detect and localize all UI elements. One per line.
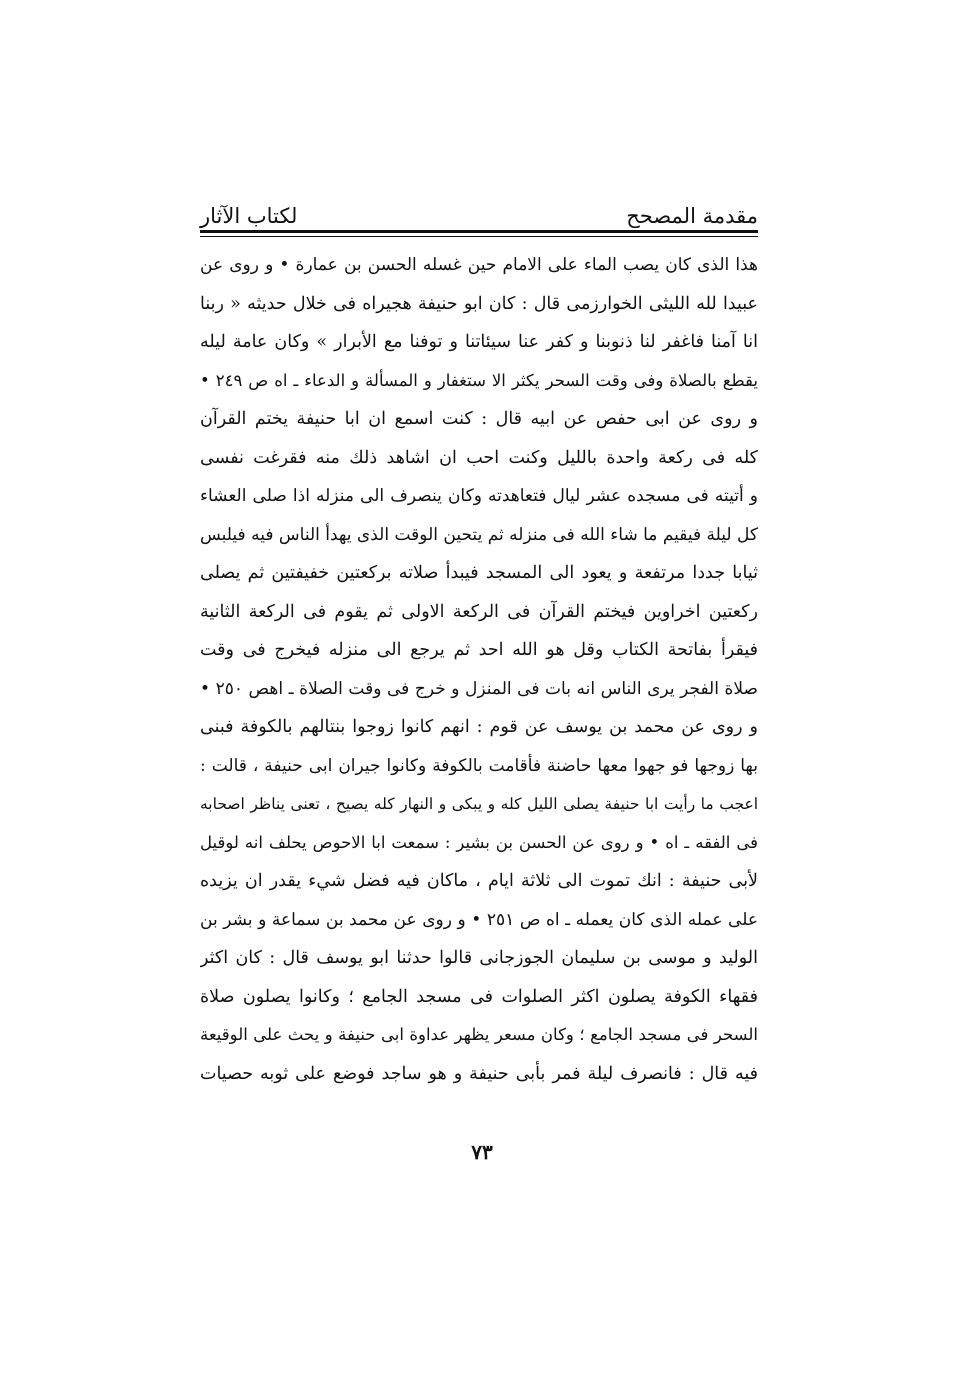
- text-line: الوليد و موسى بن سليمان الجوزجانى قالوا حدثنا ابو يوسف قال : كان اكثر: [200, 948, 758, 968]
- text-line: و روى عن محمد بن يوسف عن قوم : انهم كانوا زوجوا بنتالهم بالكوفة فبنى: [200, 717, 758, 737]
- text-line: صلاة الفجر يرى الناس انه بات فى المنزل و خرج فى وقت الصلاة ـ اهص ٢٥٠ •: [200, 678, 758, 699]
- text-line: ركعتين اخراوين فيختم القرآن فى الركعة الاولى ثم يقوم فى الركعة الثانية: [200, 601, 758, 622]
- header-book-title: لكتاب الآثار: [200, 204, 298, 228]
- header-rule-thick: [200, 230, 758, 233]
- text-line: فيقرأ بفاتحة الكتاب وقل هو الله احد ثم يرجع الى منزله فيخرج فى وقت: [200, 640, 758, 660]
- text-line: لأبى حنيفة : انك تموت الى ثلاثة ايام ، ماكان فيه فضل شيء يقدر ان يزيده: [200, 871, 758, 891]
- text-line: يقطع بالصلاة وفى وقت السحر يكثر الا ستغفار و المسألة و الدعاء ـ اه ص ٢٤٩ •: [200, 370, 758, 390]
- header-section-title: مقدمة المصحح: [626, 204, 758, 228]
- text-line: عبيدا لله الليثى الخوارزمى قال : كان ابو حنيفة هجيراه فى خلال حديثه « ربنا: [200, 293, 758, 314]
- page-number: ٧٣: [471, 1140, 493, 1164]
- text-line: كله فى ركعة واحدة بالليل وكنت احب ان اشاهد ذلك منه فقرغت نفسى: [200, 447, 758, 468]
- text-line: ثيابا جددا مرتفعة و يعود الى المسجد فيبدأ صلاته بركعتين خفيفتين ثم يصلى: [200, 563, 758, 583]
- text-line: و أتيته فى مسجده عشر ليال فتعاهدته وكان ينصرف الى منزله اذا صلى العشاء: [200, 486, 758, 506]
- text-line: بها زوجها فو جهوا معها حاضنة فأقامت بالكوفة وكانوا جيران ابى حنيفة ، قالت :: [200, 755, 758, 776]
- header-rule-thin: [200, 236, 758, 237]
- text-line: كل ليلة فيقيم ما شاء الله فى منزله ثم يتحين الوقت الذى يهدأ الناس فيه فيلبس: [200, 524, 758, 545]
- running-header: [200, 188, 758, 228]
- text-line: و روى عن ابى حفص عن ابيه قال : كنت اسمع ان ابا حنيفة يختم القرآن: [200, 409, 758, 429]
- text-line: هذا الذى كان يصب الماء على الامام حين غسله الحسن بن عمارة • و روى عن: [200, 255, 758, 275]
- text-line: فيه قال : فانصرف ليلة فمر بأبى حنيفة و هو ساجد فوضع على ثوبه حصيات: [200, 1063, 758, 1084]
- body-text: [200, 246, 758, 1093]
- text-line: اعجب ما رأيت ابا حنيفة يصلى الليل كله و يبكى و النهار كله يصيح ، تعنى يناظر اصحابه: [200, 795, 758, 813]
- text-line: فقهاء الكوفة يصلون اكثر الصلوات فى مسجد الجامع ؛ وكانوا يصلون صلاة: [200, 986, 758, 1007]
- text-line: السحر فى مسجد الجامع ؛ وكان مسعر يظهر عداوة ابى حنيفة و يحث على الوقيعة: [200, 1025, 758, 1044]
- text-line: فى الفقه ـ اه • و روى عن الحسن بن بشير : سمعت ابا الاحوص يحلف انه لوقيل: [200, 832, 758, 852]
- text-line: على عمله الذى كان يعمله ـ اه ص ٢٥١ • و روى عن محمد بن سماعة و بشر بن: [200, 909, 758, 930]
- text-line: انا آمنا فاغفر لنا ذنوبنا و كفر عنا سيئاتنا و توفنا مع الأبرار » وكان عامة ليله: [200, 332, 758, 352]
